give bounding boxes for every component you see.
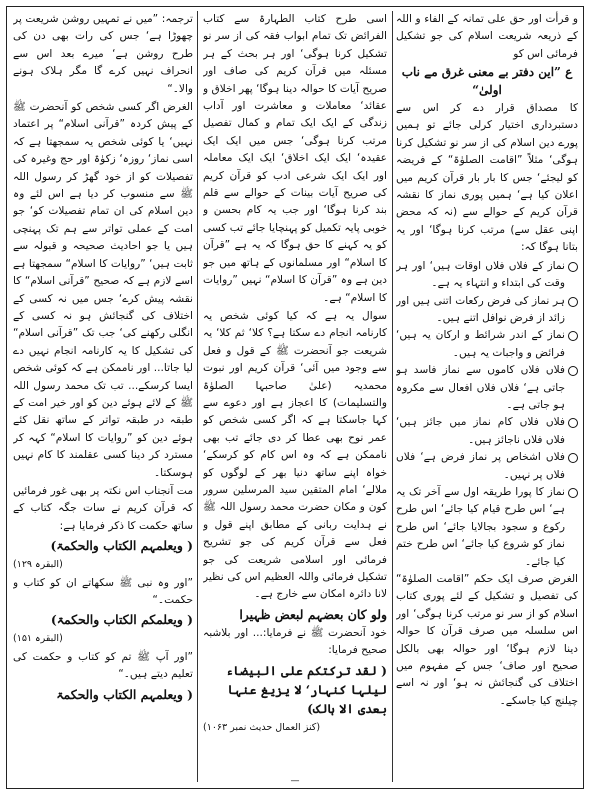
paragraph: مت آنجناب اس نکتہ پر بھی غور فرمائیں کہ قرآن کریم نے سات جگہ کتاب کے ساتھ حکمت کا ذکر فرمایا ہے:	[13, 484, 193, 532]
bullet-text: نماز کے فلاں فلاں اوقات ہیں‘ اور ہر وقت کی ابتداء و انتہاء یہ ہے۔	[396, 259, 565, 290]
circle-bullet-icon	[568, 297, 578, 307]
paragraph: ترجمہ: ”میں نے تمہیں روشن شریعت پر چھوڑا ہے‘ جس کی رات بھی دن کی طرح روشن ہے‘ میرے بعد اس سے انحراف نہیں کرے گا مگر ہلاک ہونے والا۔“	[13, 13, 193, 95]
paragraph: خود آنحضرت ﷺ نے فرمایا:... اور بلاشبہ صحیح فرمایا:	[203, 626, 387, 657]
column-divider	[392, 11, 393, 782]
right-column	[396, 11, 578, 782]
circle-bullet-icon	[568, 418, 578, 428]
bullet-item	[396, 484, 578, 571]
quran-verse: ( ویعلمہم الکتاب والحکمۃ	[56, 686, 193, 702]
circle-bullet-icon	[568, 366, 578, 376]
middle-column	[203, 11, 387, 782]
bullet-item	[396, 449, 578, 484]
bullet-text: فلاں فلاں کاموں سے نماز فاسد ہو جاتی ہے‘ فلاں فلاں افعال سے مکروہ ہو جاتی ہے۔	[396, 364, 565, 411]
hadith-text: ( لقد ترکتکم علی البیضاء لیلہا کنہار‘ لا یزیغ عنہا بعدی الا ہالک)	[225, 662, 387, 716]
bullet-text: ہر نماز کی فرض رکعات اتنی ہیں اور زائد از فرض نوافل اتنے ہیں۔	[396, 294, 565, 324]
left-column	[13, 11, 193, 782]
circle-bullet-icon	[568, 331, 578, 341]
bullet-text: نماز کے اندر شرائط و ارکان یہ ہیں‘ فرائض و واجبات یہ ہیں۔	[396, 329, 565, 359]
verse-reference: (البقرہ ۱۲۹)	[13, 559, 63, 571]
page-footer-marker: —	[290, 776, 300, 786]
bullet-item	[396, 362, 578, 414]
bullet-item	[396, 293, 578, 328]
paragraph: ”اور وہ نبی ﷺ سکھاتے ان کو کتاب و حکمت۔“	[13, 576, 193, 606]
bullet-item	[396, 414, 578, 449]
quran-verse: ( ویعلمکم الکتاب والحکمۃ)	[50, 612, 193, 628]
paragraph: سوال یہ ہے کہ کیا کوئی شخص یہ کارنامہ انجام دے سکتا ہے؟ کلا‘ ثم کلا‘ یہ شریعت جو آنحضرت ﷺ کے قول و فعل سے وجود میں آئی‘ قرآن کریم اور نبوت محمدیہ (علیٰ صاحبہا الصلوٰۃ والتسلیمات) کا اعجاز ہے اور دعوے سے کہا جاسکتا ہے کہ اگر کسی شخص کو عمر نوح بھی عطا کر دی جائے تب بھی ناممکن ہے کہ وہ اس کام کو کرسکے‘ خواہ اپنے ساتھ دنیا بھر کے لوگوں کو ملالے‘ امام المتقین سید المرسلین سرور کون و مکان حضرت محمد رسول اللہ ﷺ نے ہدایت ربانی کے مطابق اپنے قول و فعل سے قرآن کریم کی جو تشریح فرمائی اور اسلامی شریعت کی جو تشکیل فرمائی واللہ العظیم اس کی نظیر لانا دائرہ امکان سے خارج ہے۔	[203, 309, 387, 601]
bullet-text: فلاں فلاں کام نماز میں جائز ہیں‘ فلاں فلاں ناجائز ہیں۔	[396, 416, 565, 446]
bullet-text: فلاں اشخاص پر نماز فرض ہے‘ فلاں فلاں پر نہیں۔	[396, 451, 565, 481]
paragraph: کا مصداق قرار دے کر اس سے دستبرداری اختیار کرلی جائے تو ہمیں پورے دین اسلام کی از سر نو تشکیل کرنا ہوگی‘ مثلاً ”اقامت الصلوٰۃ“ کے فریضہ کو لیجئے‘ جس کا بار بار قرآن کریم میں اعلان کیا ہے‘ ہمیں پوری نماز کا نقشہ قرآن کریم کے حوالے سے (نہ کہ محض اپنی عقل سے) مرتب کرنا ہوگا‘ اور یہ بتانا ہوگا کہ:	[396, 102, 578, 254]
circle-bullet-icon	[568, 488, 578, 498]
verse-reference: (البقرہ ۱۵۱)	[13, 633, 63, 645]
paragraph: الغرض اگر کسی شخص کو آنحضرت ﷺ کے پیش کردہ ”قرآنی اسلام“ پر اعتماد نہیں‘ یا کوئی شخص یہ سمجھتا ہے کہ اسی نماز‘ روزہ‘ زکوٰۃ اور حج وغیرہ کی تفصیلات کو از خود گھڑ کر رسول اللہ ﷺ سے منسوب کر دیا ہے اس لئے وہ دین اسلام کی ان تمام تفصیلات کو‘ جو امت کے عملی تواتر سے ہم تک پہنچی ہیں یا جو احادیث صحیحہ و قبولہ سے ثابت ہیں‘ ”روایات کا اسلام“ سمجھتا ہے اسے لازم ہے کہ صحیح ”قرآنی اسلام“ کا نقشہ پیش کرے‘ جس میں نہ کسی کے اختلاف کی گنجائش ہو نہ کسی کے انگلی رکھنے کی‘ جب تک ”قرآنی اسلام“ کی تشکیل کا یہ کارنامہ انجام نہیں دے لیا جاتا... اور ناممکن ہے کہ کوئی شخص ایسا کرسکے... تب تک محمد رسول اللہ ﷺ کے لائے ہوئے دین کو اور خیر امت کے طبقہ در طبقہ تواتر کے ساتھ نقل کئے ہوئے دین کو ”روایات کا اسلام“ کہہ کر مسترد کر دینا کسی عقلمند کا کام نہیں ہوسکتا۔	[13, 101, 193, 479]
hadith-reference: (کنز العمال حدیث نمبر ۱۰۶۳)	[203, 721, 321, 733]
quran-verse: ولو کان بعضہم لبعض ظہیرا	[239, 606, 387, 622]
paragraph: اسی طرح کتاب الطہارۃ سے کتاب الفرائض تک تمام ابواب فقہ کی از سر نو تشکیل کرنا ہوگی‘ اور ہر بحث کے ہر مسئلہ میں قرآن کریم کی صاف اور صریح آیات کا حوالہ دینا ہوگا‘ پھر اخلاق و عقائد‘ معاملات و معاشرت اور آداب زندگی کے ایک ایک تمام و کمال تفصیل مرتب کرنا ہوگی‘ جس میں ایک ایک عقیدہ‘ ایک ایک اخلاق‘ ایک ایک معاملہ اور ایک ایک شرعی ادب کو قرآن کریم کی صریح آیات بینات کے حوالے سے قلم بند کرنا ہوگا‘ اور جب یہ کام بحسن و خوبی پایہ تکمیل کو پہنچایا جائے تب کسی کو یہ کہنے کا حق ہوگا کہ یہ ہے ”قرآن کا اسلام“ اور مسلمانوں کے ہاتھ میں جو دین ہے وہ ”قرآن کا اسلام“ نہیں ”روایات کا اسلام“ ہے۔	[203, 13, 387, 304]
circle-bullet-icon	[568, 262, 578, 272]
page-frame	[6, 6, 584, 789]
quran-verse: ( ویعلمہم الکتاب والحکمۃ)	[50, 538, 193, 554]
paragraph: الغرض صرف ایک حکم ”اقامت الصلوٰۃ“ کی تفصیل و تشکیل کے لئے پوری کتاب اسلام کو از سر نو مرتب کرنا ہوگی‘ اور اس سلسلہ میں صرف قرآن کا حوالہ دینا لازم ہوگا‘ اور حوالہ بھی بالکل صحیح اور صاف‘ جس کے مفہوم میں اختلاف کی گنجائش نہ ہو‘ اور نہ اسے چیلنج کیا جاسکے۔	[396, 573, 578, 707]
bullet-item	[396, 327, 578, 362]
bullet-text: نماز کا پورا طریقہ اول سے آخر تک یہ ہے‘ اس طرح قیام کیا جائے‘ اس طرح رکوع و سجود بجالایا جائے‘ اس طرح نماز کو شروع کیا جائے‘ اس طرح ختم کیا جائے۔	[396, 485, 565, 568]
couplet: ع ”این دفتر بے معنی غرق مے ناب اولیٰ“	[401, 65, 573, 97]
bullet-item	[396, 258, 578, 293]
paragraph: ”اور آپ ﷺ تم کو کتاب و حکمت کی تعلیم دیتے ہیں۔“	[13, 650, 193, 681]
paragraph: و قرأت اور حق علی تمانہ کے الفاء و اللہ کے ذریعہ شریعت اسلام کی جو تشکیل فرمائی اس کو	[396, 13, 578, 60]
circle-bullet-icon	[568, 453, 578, 463]
column-divider	[197, 11, 198, 782]
